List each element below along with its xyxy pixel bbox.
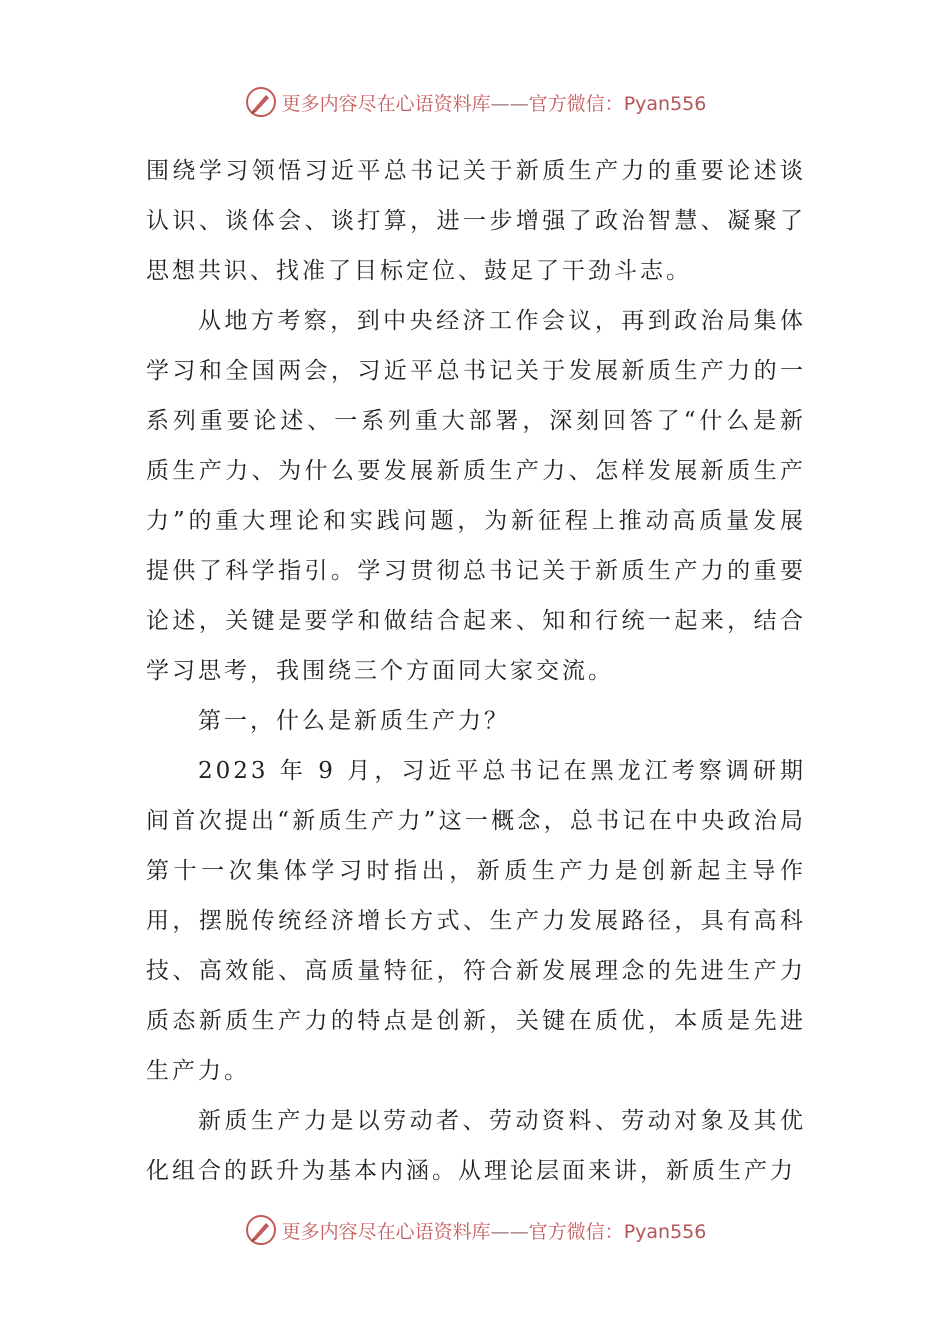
- header-banner-separator: ——: [490, 92, 529, 115]
- footer-wechat-id: Pyan556: [623, 1220, 707, 1243]
- header-banner-text: 更多内容尽在心语资料库: [281, 92, 491, 115]
- document-body: [146, 146, 806, 1196]
- pen-logo-icon: [244, 85, 278, 119]
- header-wechat-id: Pyan556: [623, 92, 707, 115]
- header-wechat-label: 官方微信：: [528, 92, 624, 115]
- paragraph-4: 新质生产力是以劳动者、劳动资料、劳动对象及其优化组合的跃升为基本内涵。从理论层面来讲，新质生产力: [146, 1108, 806, 1184]
- footer-banner-text: 更多内容尽在心语资料库: [281, 1220, 491, 1243]
- pen-logo-icon: [244, 1213, 278, 1247]
- paragraph-1: 围绕学习领悟习近平总书记关于新质生产力的重要论述谈认识、谈体会、谈打算，进一步增强了政治智慧、凝聚了思想共识、找准了目标定位、鼓足了干劲斗志。: [146, 158, 806, 284]
- paragraph-3: 2023 年 9 月，习近平总书记在黑龙江考察调研期间首次提出“新质生产力”这一概念，总书记在中央政治局第十一次集体学习时指出，新质生产力是创新起主导作用，摆脱传统经济增长方式、生产力发展路径，具有高科技、高效能、高质量特征，符合新发展理念的先进生产力质态新质生产力的特点是创新，关键在质优，本质是先进生产力。: [146, 758, 806, 1084]
- header-banner: [0, 82, 950, 122]
- paragraph-2: 从地方考察，到中央经济工作会议，再到政治局集体学习和全国两会，习近平总书记关于发展新质生产力的一系列重要论述、一系列重大部署，深刻回答了“什么是新质生产力、为什么要发展新质生产力、怎样发展新质生产力”的重大理论和实践问题，为新征程上推动高质量发展提供了科学指引。学习贯彻总书记关于新质生产力的重要论述，关键是要学和做结合起来、知和行统一起来，结合学习思考，我围绕三个方面同大家交流。: [146, 308, 806, 684]
- footer-banner-separator: ——: [490, 1220, 529, 1243]
- section-heading-1: 第一，什么是新质生产力？: [198, 708, 510, 734]
- footer-banner: [0, 1210, 950, 1250]
- footer-wechat-label: 官方微信：: [528, 1220, 624, 1243]
